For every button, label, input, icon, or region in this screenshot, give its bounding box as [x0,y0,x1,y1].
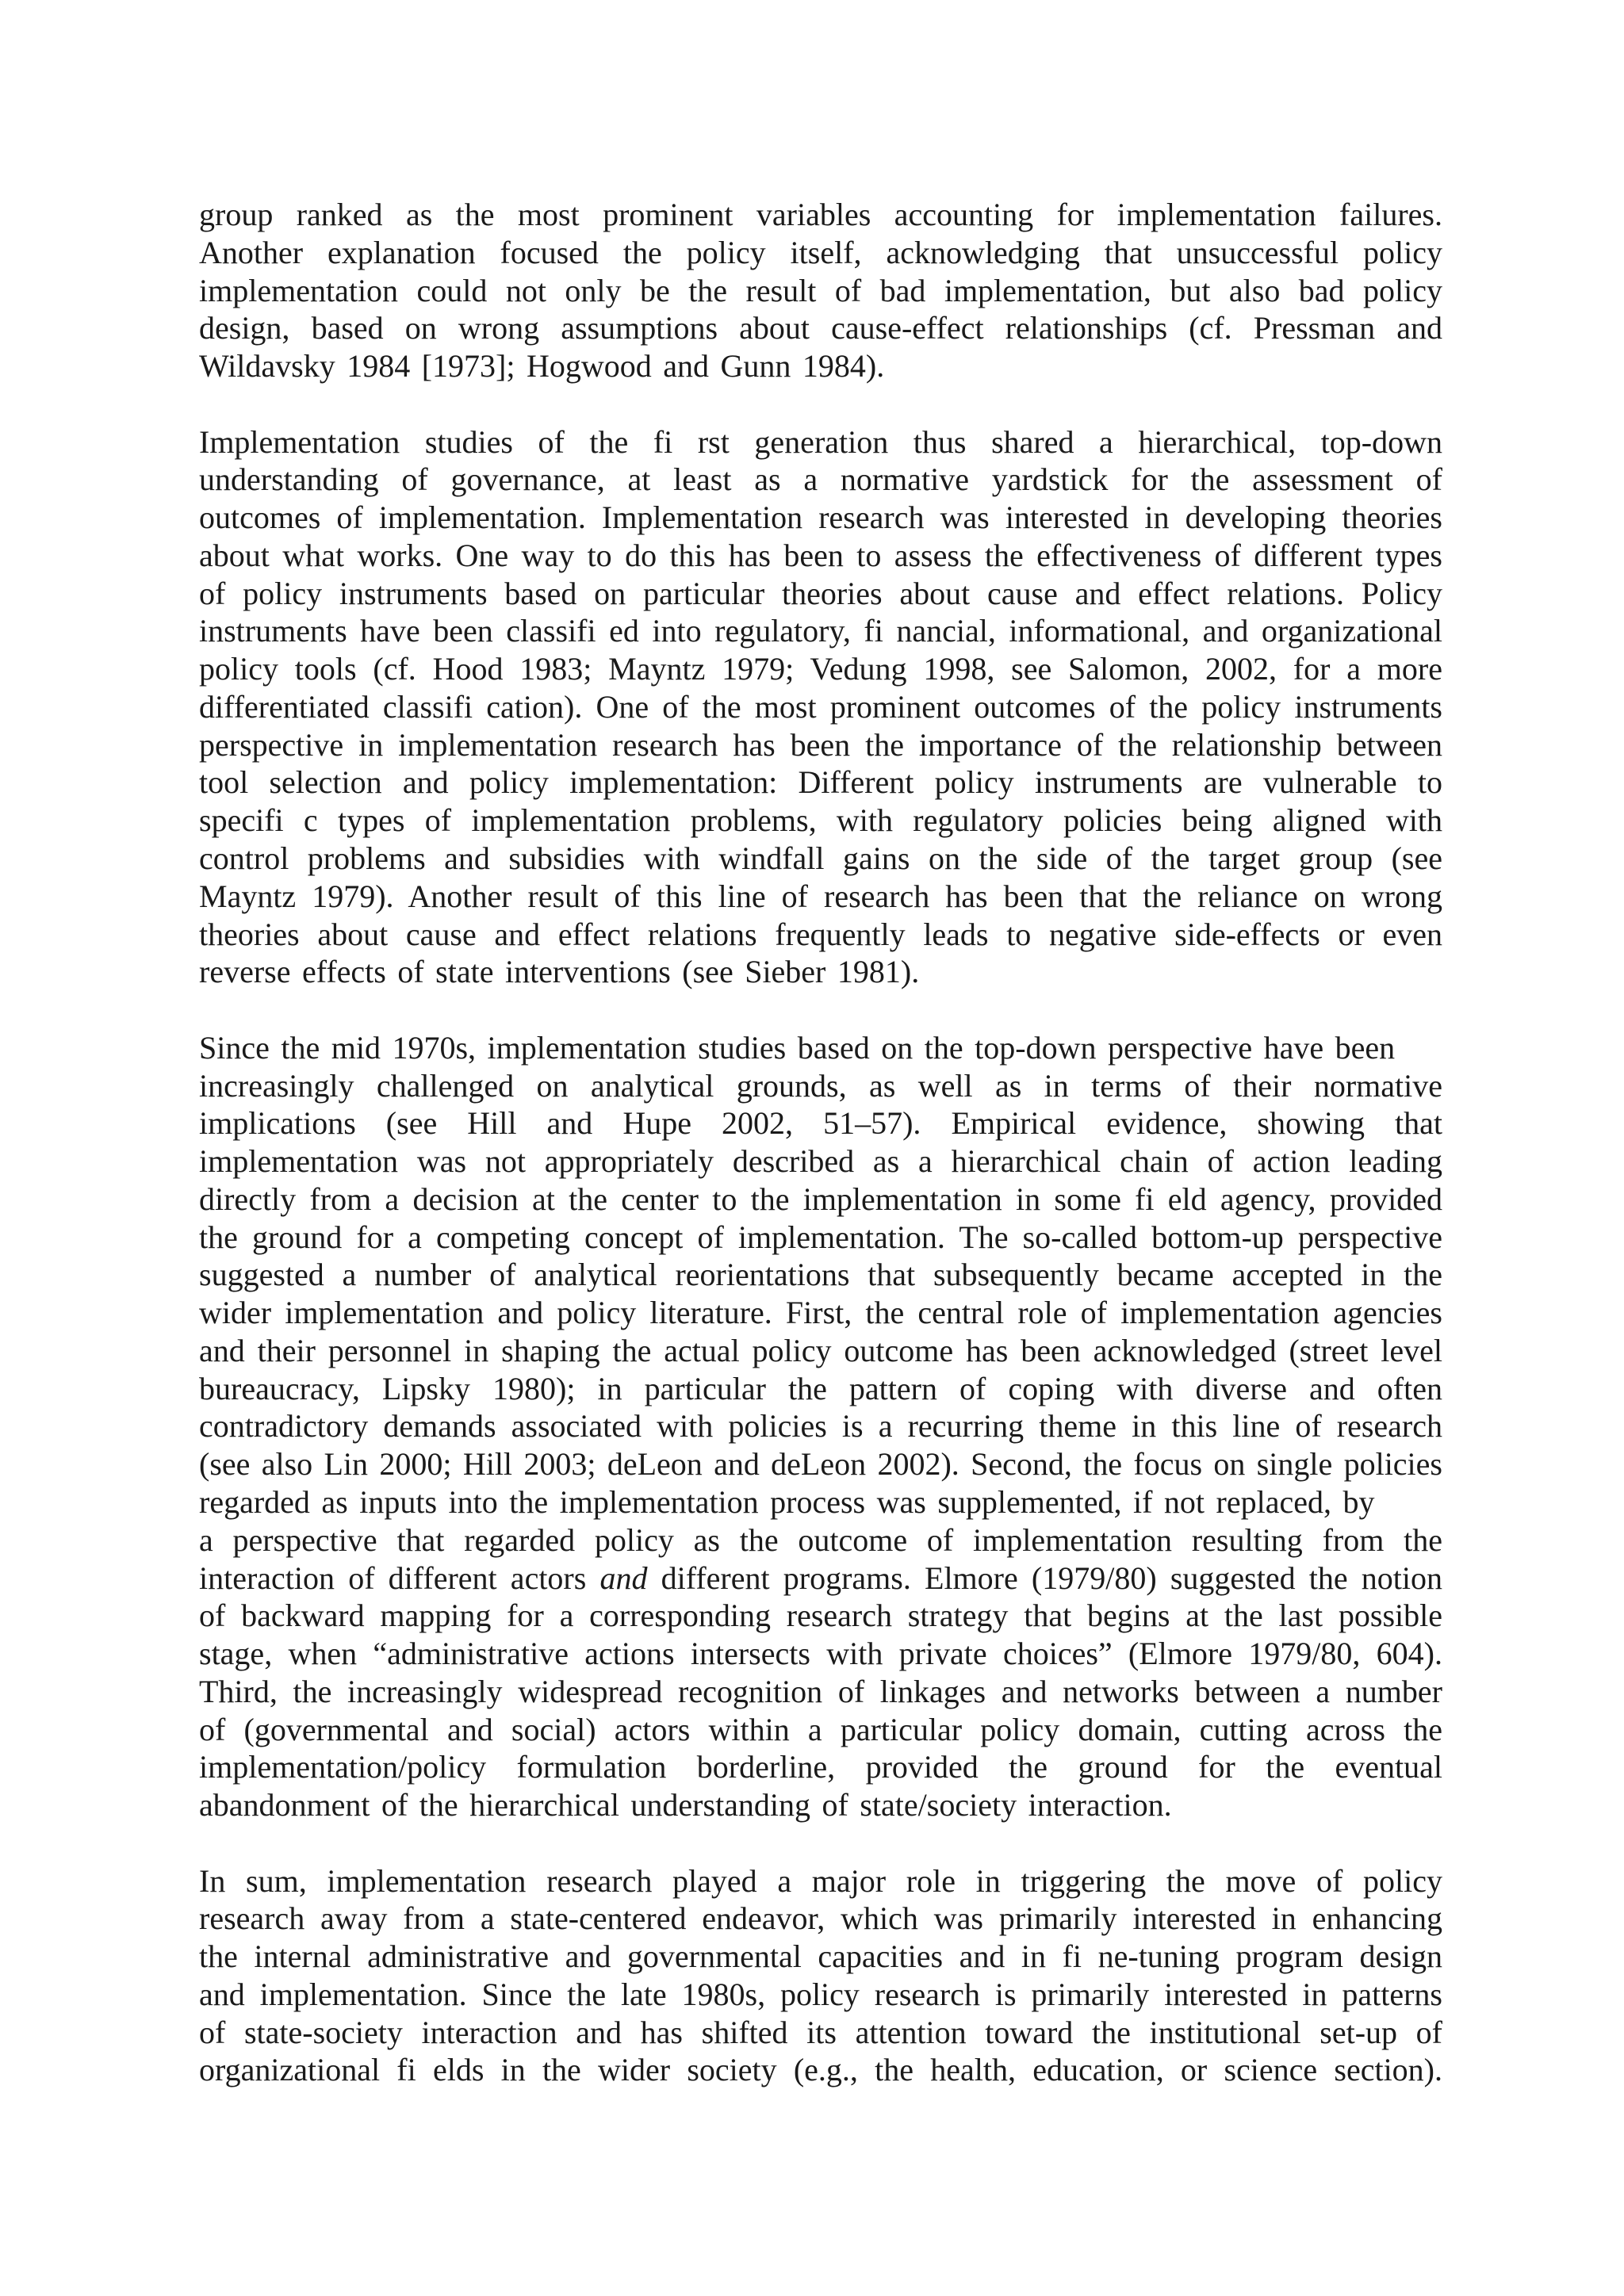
text-line: control problems and subsidies with windfall gains on the side of the target group (see [199,840,1442,876]
text-line: design, based on wrong assumptions about cause-effect relationships (cf. Pressman and [199,310,1442,346]
text-line: instruments have been classifi ed into regulatory, fi nancial, informational, and organizational [199,613,1442,649]
text-line: Implementation studies of the fi rst generation thus shared a hierarchical, top-down [199,423,1442,460]
text-line: the ground for a competing concept of implementation. The so-called bottom-up perspective [199,1219,1442,1255]
document-body [199,196,1442,2127]
text-line: perspective in implementation research has been the importance of the relationship between [199,726,1442,763]
paragraph [199,196,1442,385]
text-line: abandonment of the hierarchical understanding of state/society interaction. [199,1787,1172,1823]
text-line: wider implementation and policy literature. First, the central role of implementation agencies [199,1295,1442,1331]
text-line: a perspective that regarded policy as the outcome of implementation resulting from the [199,1521,1442,1558]
text-line: Mayntz 1979). Another result of this line of research has been that the reliance on wrong [199,878,1442,914]
text-line: suggested a number of analytical reorientations that subsequently became accepted in the [199,1257,1442,1293]
text-line: stage, when “administrative actions intersects with private choices” (Elmore 1979/80, 604). [199,1636,1442,1672]
text-line: research away from a state-centered endeavor, which was primarily interested in enhancing [199,1900,1442,1937]
text-line: contradictory demands associated with policies is a recurring theme in this line of research [199,1408,1442,1445]
text-line: reverse effects of state interventions (see Sieber 1981). [199,954,920,990]
paragraph [199,1862,1442,2090]
paragraph [199,423,1442,991]
text-line: of policy instruments based on particular theories about cause and effect relations. Policy [199,575,1442,611]
text-line: the internal administrative and governmental capacities and in fi ne-tuning program design [199,1938,1442,1975]
text-line: directly from a decision at the center to the implementation in some fi eld agency, provided [199,1181,1442,1217]
text-line: policy tools (cf. Hood 1983; Mayntz 1979; Vedung 1998, see Salomon, 2002, for a more [199,651,1442,687]
text-line: In sum, implementation research played a major role in triggering the move of policy [199,1862,1442,1899]
text-line: specifi c types of implementation problems, with regulatory policies being aligned with [199,802,1442,839]
text-line: regarded as inputs into the implementation process was supplemented, if not replaced, by [199,1484,1375,1520]
text-line: of (governmental and social) actors within a particular policy domain, cutting across the [199,1711,1442,1747]
text-line: Since the mid 1970s, implementation studies based on the top-down perspective have been [199,1029,1396,1066]
text-line: group ranked as the most prominent variables accounting for implementation failures. [199,197,1442,232]
text-line: tool selection and policy implementation: Different policy instruments are vulnerable to [199,764,1442,801]
text-line: implementation was not appropriately described as a hierarchical chain of action leading [199,1143,1442,1180]
text-line: (see also Lin 2000; Hill 2003; deLeon and deLeon 2002). Second, the focus on single policies [199,1446,1442,1483]
text-line: Third, the increasingly widespread recognition of linkages and networks between a number [199,1673,1442,1709]
text-line: implications (see Hill and Hupe 2002, 51–57). Empirical evidence, showing that [199,1105,1442,1142]
text-line: differentiated classifi cation). One of the most prominent outcomes of the policy instruments [199,688,1442,725]
text-run: interaction of different actors [199,1559,600,1596]
text-line: understanding of governance, at least as a normative yardstick for the assessment of [199,461,1442,498]
text-line: outcomes of implementation. Implementation research was interested in developing theories [199,499,1442,536]
paragraph [199,1029,1442,1824]
text-line: implementation/policy formulation borderline, provided the ground for the eventual [199,1749,1442,1785]
text-line: organizational fi elds in the wider society (e.g., the health, education, or science section). [199,2052,1442,2088]
text-line [199,1559,1442,1598]
text-line: and implementation. Since the late 1980s, policy research is primarily interested in patterns [199,1976,1442,2012]
text-line: and their personnel in shaping the actual policy outcome has been acknowledged (street level [199,1332,1442,1368]
text-line: about what works. One way to do this has been to assess the effectiveness of different types [199,537,1442,573]
text-line: of backward mapping for a corresponding research strategy that begins at the last possible [199,1598,1442,1634]
text-line: of state-society interaction and has shifted its attention toward the institutional set-up of [199,2014,1442,2050]
text-run: different programs. Elmore (1979/80) suggested the notion [647,1559,1442,1596]
emphasized-word: and [599,1559,648,1596]
text-line: Wildavsky 1984 [1973]; Hogwood and Gunn 1984). [199,348,885,385]
text-line: implementation could not only be the result of bad implementation, but also bad policy [199,272,1442,308]
text-line: bureaucracy, Lipsky 1980); in particular the pattern of coping with diverse and often [199,1370,1442,1406]
text-line: Another explanation focused the policy itself, acknowledging that unsuccessful policy [199,234,1442,270]
text-line: increasingly challenged on analytical grounds, as well as in terms of their normative [199,1067,1442,1104]
text-line: theories about cause and effect relations frequently leads to negative side-effects or even [199,916,1442,952]
